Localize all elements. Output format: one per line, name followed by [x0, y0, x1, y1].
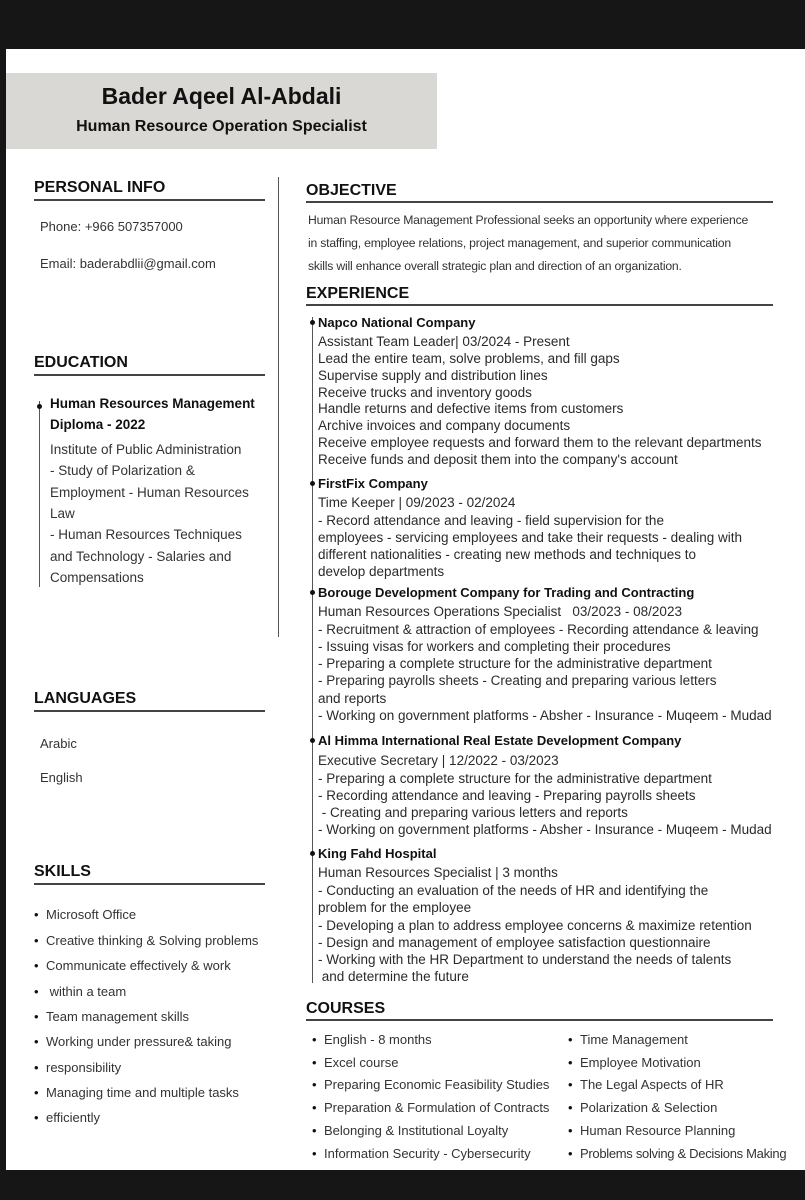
course-item: • Problems solving & Decisions Making — [580, 1146, 786, 1161]
job-line: - Design and management of employee satisfaction questionnaire — [318, 935, 711, 950]
course-item: • Belonging & Institutional Loyalty — [324, 1123, 508, 1138]
objective-line: skills will enhance overall strategic plan and direction of an organization. — [308, 259, 682, 273]
resume-page — [6, 49, 805, 1170]
job-line: develop departments — [318, 564, 445, 579]
job-line: Archive invoices and company documents — [318, 418, 571, 433]
skill-item: • Working under pressure& taking — [46, 1034, 231, 1049]
objective-heading: OBJECTIVE — [306, 182, 397, 199]
course-item: • Employee Motivation — [580, 1055, 701, 1070]
education-detail-5: - Human Resources Techniques — [50, 527, 242, 542]
company-name: King Fahd Hospital — [318, 846, 437, 861]
language-item: English — [40, 770, 83, 785]
job-line: - Record attendance and leaving - field supervision for the — [318, 513, 664, 528]
education-rule — [34, 374, 265, 376]
skill-item: • Creative thinking & Solving problems — [46, 933, 258, 948]
objective-line: in staffing, employee relations, project management, and superior communication — [308, 236, 731, 250]
education-left-line — [39, 401, 40, 587]
degree-line-1: Human Resources Management — [50, 396, 255, 411]
education-heading: EDUCATION — [34, 354, 128, 371]
job-line: Handle returns and defective items from customers — [318, 401, 624, 416]
company-name: Al Himma International Real Estate Development Company — [318, 733, 682, 748]
skills-heading: SKILLS — [34, 863, 91, 880]
course-item: • English - 8 months — [324, 1032, 432, 1047]
job-line: and reports — [318, 691, 387, 706]
job-line: different nationalities - creating new methods and techniques to — [318, 547, 696, 562]
phone-text: Phone: +966 507357000 — [40, 219, 183, 234]
job-line: - Working with the HR Department to understand the needs of talents — [318, 952, 732, 967]
objective-rule — [306, 201, 773, 203]
course-item: • Excel course — [324, 1055, 398, 1070]
email-text: Email: baderabdlii@gmail.com — [40, 256, 216, 271]
languages-heading: LANGUAGES — [34, 690, 137, 707]
skill-item: • efficiently — [46, 1110, 100, 1125]
job-line: Executive Secretary | 12/2022 - 03/2023 — [318, 753, 559, 768]
courses-rule — [306, 1019, 773, 1021]
job-line: problem for the employee — [318, 900, 472, 915]
timeline-dot — [310, 851, 315, 856]
job-line: - Recruitment & attraction of employees - Recording attendance & leaving — [318, 622, 759, 637]
experience-timeline — [312, 317, 313, 983]
company-name: Napco National Company — [318, 315, 476, 330]
job-line: - Conducting an evaluation of the needs of HR and identifying the — [318, 883, 709, 898]
job-line: Human Resources Specialist | 3 months — [318, 865, 558, 880]
job-line: employees - servicing employees and take their requests - dealing with — [318, 530, 742, 545]
skill-item: • responsibility — [46, 1060, 121, 1075]
timeline-dot — [310, 590, 315, 595]
skill-item: • Managing time and multiple tasks — [46, 1085, 239, 1100]
degree-line-2: Diploma - 2022 — [50, 417, 146, 432]
skill-item: • Communicate effectively & work — [46, 958, 231, 973]
job-line: Receive trucks and inventory goods — [318, 385, 532, 400]
skill-item: • Team management skills — [46, 1009, 189, 1024]
course-item: • Information Security - Cybersecurity — [324, 1146, 531, 1161]
education-detail-6: and Technology - Salaries and — [50, 549, 232, 564]
job-line: - Preparing a complete structure for the administrative department — [318, 656, 712, 671]
job-line: Time Keeper | 09/2023 - 02/2024 — [318, 495, 516, 510]
candidate-name: Bader Aqeel Al-Abdali — [101, 83, 342, 109]
job-line: - Working on government platforms - Absher - Insurance - Muqeem - Mudad — [318, 822, 772, 837]
job-line: and determine the future — [318, 969, 469, 984]
course-item: • Preparing Economic Feasibility Studies — [324, 1077, 549, 1092]
job-line: - Creating and preparing various letters and reports — [318, 805, 628, 820]
education-detail-2: - Study of Polarization & — [50, 463, 195, 478]
job-line: Supervise supply and distribution lines — [318, 368, 548, 383]
header-banner — [6, 73, 437, 149]
objective-line: Human Resource Management Professional seeks an opportunity where experience — [308, 213, 749, 227]
job-line: - Preparing payrolls sheets - Creating and preparing various letters — [318, 673, 717, 688]
skill-item: • Microsoft Office — [46, 907, 136, 922]
job-line: - Working on government platforms - Absher - Insurance - Muqeem - Mudad — [318, 708, 772, 723]
course-item: • The Legal Aspects of HR — [580, 1077, 724, 1092]
left-column-divider — [278, 177, 279, 637]
experience-rule — [306, 304, 773, 306]
experience-heading: EXPERIENCE — [306, 285, 410, 302]
personal-info-rule — [34, 199, 265, 201]
timeline-dot — [310, 738, 315, 743]
education-detail-1: Institute of Public Administration — [50, 442, 242, 457]
personal-info-heading: PERSONAL INFO — [34, 179, 166, 196]
education-bullet — [37, 404, 42, 409]
courses-heading: COURSES — [306, 1000, 386, 1017]
education-detail-3: Employment - Human Resources — [50, 485, 249, 500]
timeline-dot — [310, 320, 315, 325]
candidate-role: Human Resource Operation Specialist — [76, 118, 367, 135]
job-line: - Issuing visas for workers and completing their procedures — [318, 639, 671, 654]
company-name: Borouge Development Company for Trading and Contracting — [318, 585, 695, 600]
course-item: • Polarization & Selection — [580, 1100, 717, 1115]
job-line: Receive funds and deposit them into the company's account — [318, 452, 678, 467]
skills-rule — [34, 883, 265, 885]
job-line: Human Resources Operations Specialist 03/2023 - 08/2023 — [318, 604, 682, 619]
course-item: • Human Resource Planning — [580, 1123, 735, 1138]
job-line: - Preparing a complete structure for the administrative department — [318, 771, 712, 786]
skill-item: • within a team — [46, 984, 126, 999]
education-detail-4: Law — [50, 506, 75, 521]
job-line: - Recording attendance and leaving - Preparing payrolls sheets — [318, 788, 696, 803]
languages-rule — [34, 710, 265, 712]
job-line: - Developing a plan to address employee concerns & maximize retention — [318, 918, 752, 933]
language-item: Arabic — [40, 736, 77, 751]
job-line: Lead the entire team, solve problems, and fill gaps — [318, 351, 620, 366]
timeline-dot — [310, 481, 315, 486]
job-line: Receive employee requests and forward them to the relevant departments — [318, 435, 762, 450]
education-detail-7: Compensations — [50, 570, 144, 585]
job-line: Assistant Team Leader| 03/2024 - Present — [318, 334, 570, 349]
course-item: • Time Management — [580, 1032, 688, 1047]
company-name: FirstFix Company — [318, 476, 428, 491]
course-item: • Preparation & Formulation of Contracts — [324, 1100, 549, 1115]
